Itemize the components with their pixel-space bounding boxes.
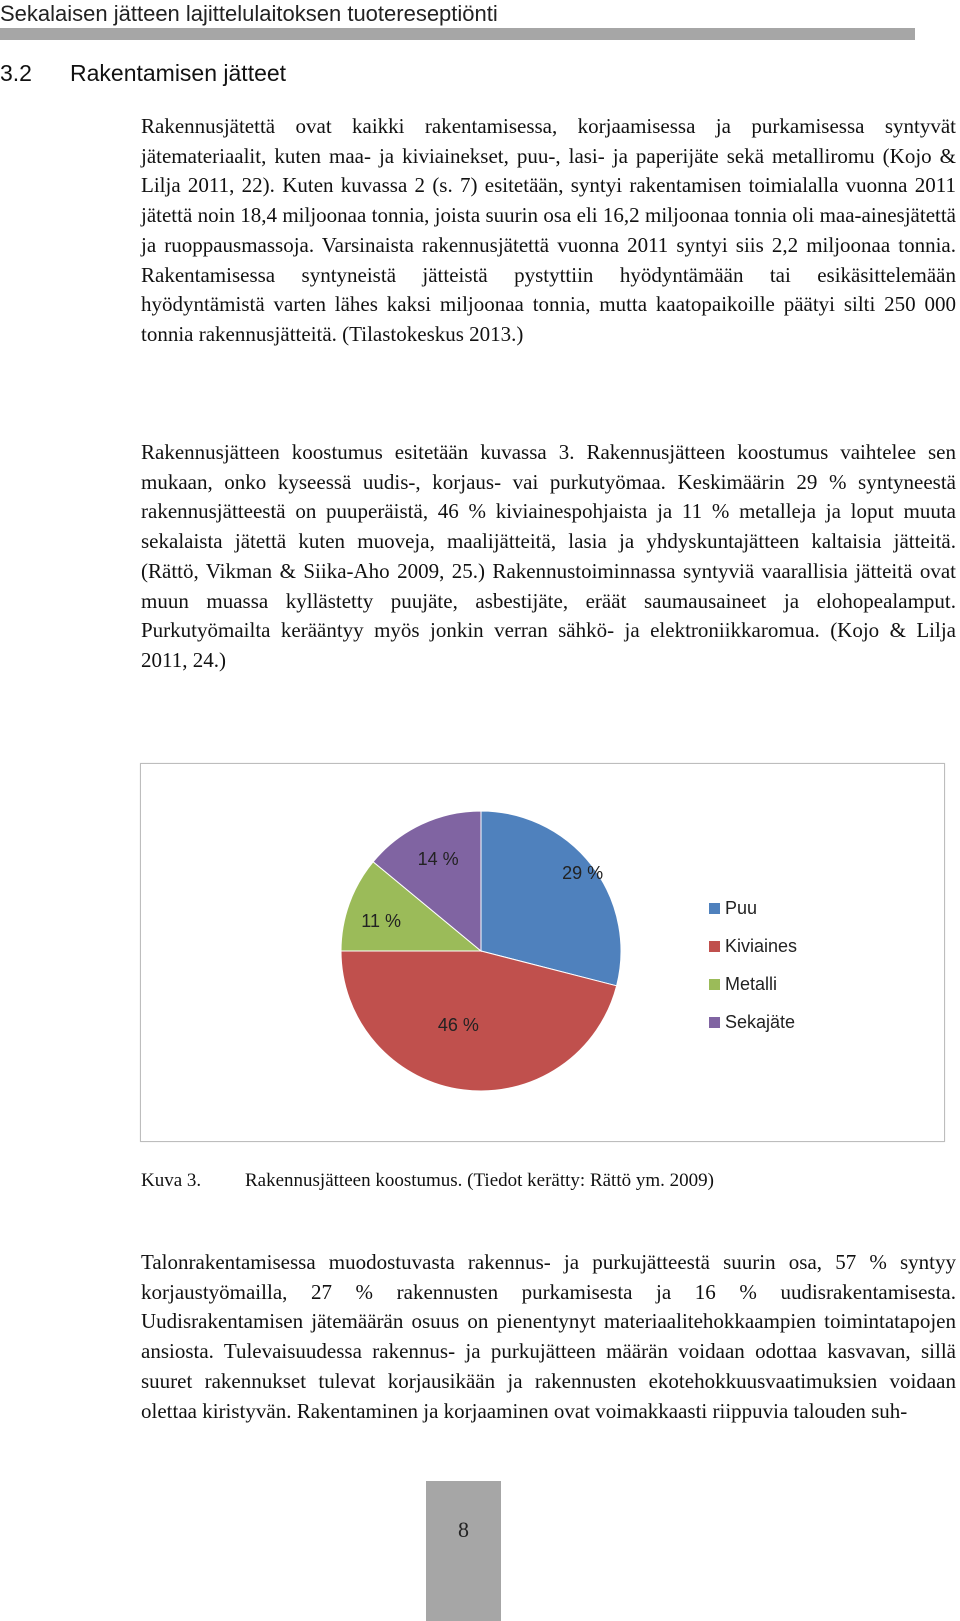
pie-chart (140, 763, 945, 1142)
section-title: Rakentamisen jätteet (70, 60, 287, 86)
figure-caption (141, 1168, 714, 1194)
running-header: Sekalaisen jätteen lajittelulaitoksen tuotereseptiönti (0, 1, 498, 26)
pie-label-sekajäte: 14 % (417, 848, 459, 869)
pie-label-puu: 29 % (562, 863, 604, 884)
legend-label-metalli: Metalli (725, 974, 778, 994)
caption-number: Kuva 3. (141, 1170, 202, 1191)
legend-label-sekajäte: Sekajäte (725, 1012, 796, 1032)
paragraph-1: Rakennusjätettä ovat kaikki rakentamisessa, korjaamisessa ja purkamisessa syntyvät jätemateriaalit, kuten maa- ja kiviainekset, puu-, lasi- ja paperijäte sekä metalliromu (Kojo & Lilja 2011, 22). Kuten kuvassa 2 (s. 7) esitetään, syntyi rakentamisen toimialalla vuonna 2011 jätettä noin 18,4 miljoonaa tonnia, joista suurin osa eli 16,2 miljoonaa tonnia oli maa-ainesjätettä ja ruoppausmassoja. Varsinaista rakennusjätettä vuonna 2011 syntyi siis 2,2 miljoonaa tonnia. Rakentamisessa syntyneistä jätteistä pystyttiin hyödyntämään tai esikäsittelemään hyödyntämistä varten lähes kaksi miljoonaa tonnia, mutta kaatopaikoille päätyi silti 250 000 tonnia rakennusjätteitä. (Tilastokeskus 2013.) (141, 114, 956, 346)
legend-swatch-metalli (709, 979, 720, 990)
paragraph-3: Talonrakentamisessa muodostuvasta rakennus- ja purkujätteestä suurin osa, 57 % syntyy korjaustyömailla, 27 % rakennusten purkamisesta ja 16 % uudisrakentamisesta. Uudisrakentamisen jätemäärän osuus on pienentynyt materiaalitehokkaampien toimintatapojen ansiosta. Tulevaisuudessa rakennus- ja purkujätteen määrän voidaan odottaa kasvavan, sillä suuret rakennukset tulevat korjausikään ja rakennusten ekotehokkuusvaatimuksien voidaan olettaa kiristyvän. Rakentaminen ja korjaaminen ovat voimakkaasti riippuvia talouden suh- (141, 1250, 956, 1423)
legend-swatch-kiviaines (709, 941, 720, 952)
legend-swatch-puu (709, 903, 720, 914)
section-heading (0, 58, 286, 88)
header-rule (0, 28, 915, 40)
page-number-box (426, 1481, 501, 1621)
paragraph-2: Rakennusjätteen koostumus esitetään kuvassa 3. Rakennusjätteen koostumus vaihtelee sen mukaan, onko kyseessä uudis-, korjaus- vai purkutyömaa. Keskimäärin 29 % syntyneestä rakennusjätteestä on puuperäistä, 46 % kiviainespohjaista ja 11 % metalleja ja loput muuta sekalaista jätettä kuten muoveja, maalijätteitä, lasia ja yhdyskuntajätteen kaltaisia jätteitä. (Rättö, Vikman & Siika-Aho 2009, 25.) Rakennustoiminnassa syntyviä vaarallisia jätteitä ovat muun muassa kyllästetty puujäte, asbestijäte, eräät saumausaineet ja elohopealamput. Purkutyömailta kerääntyy myös jonkin verran sähkö- ja elektroniikkaromua. (Kojo & Lilja 2011, 24.) (141, 440, 956, 672)
page-number: 8 (458, 1517, 469, 1542)
pie-label-metalli: 11 % (361, 910, 402, 931)
pie-label-kiviaines: 46 % (437, 1015, 479, 1036)
legend-swatch-sekajäte (709, 1017, 720, 1028)
section-number: 3.2 (0, 60, 32, 86)
pie-chart-svg (141, 764, 944, 1141)
legend-label-puu: Puu (725, 898, 758, 918)
caption-text: Rakennusjätteen koostumus. (Tiedot kerätty: Rättö ym. 2009) (245, 1170, 714, 1191)
legend-label-kiviaines: Kiviaines (725, 936, 798, 956)
